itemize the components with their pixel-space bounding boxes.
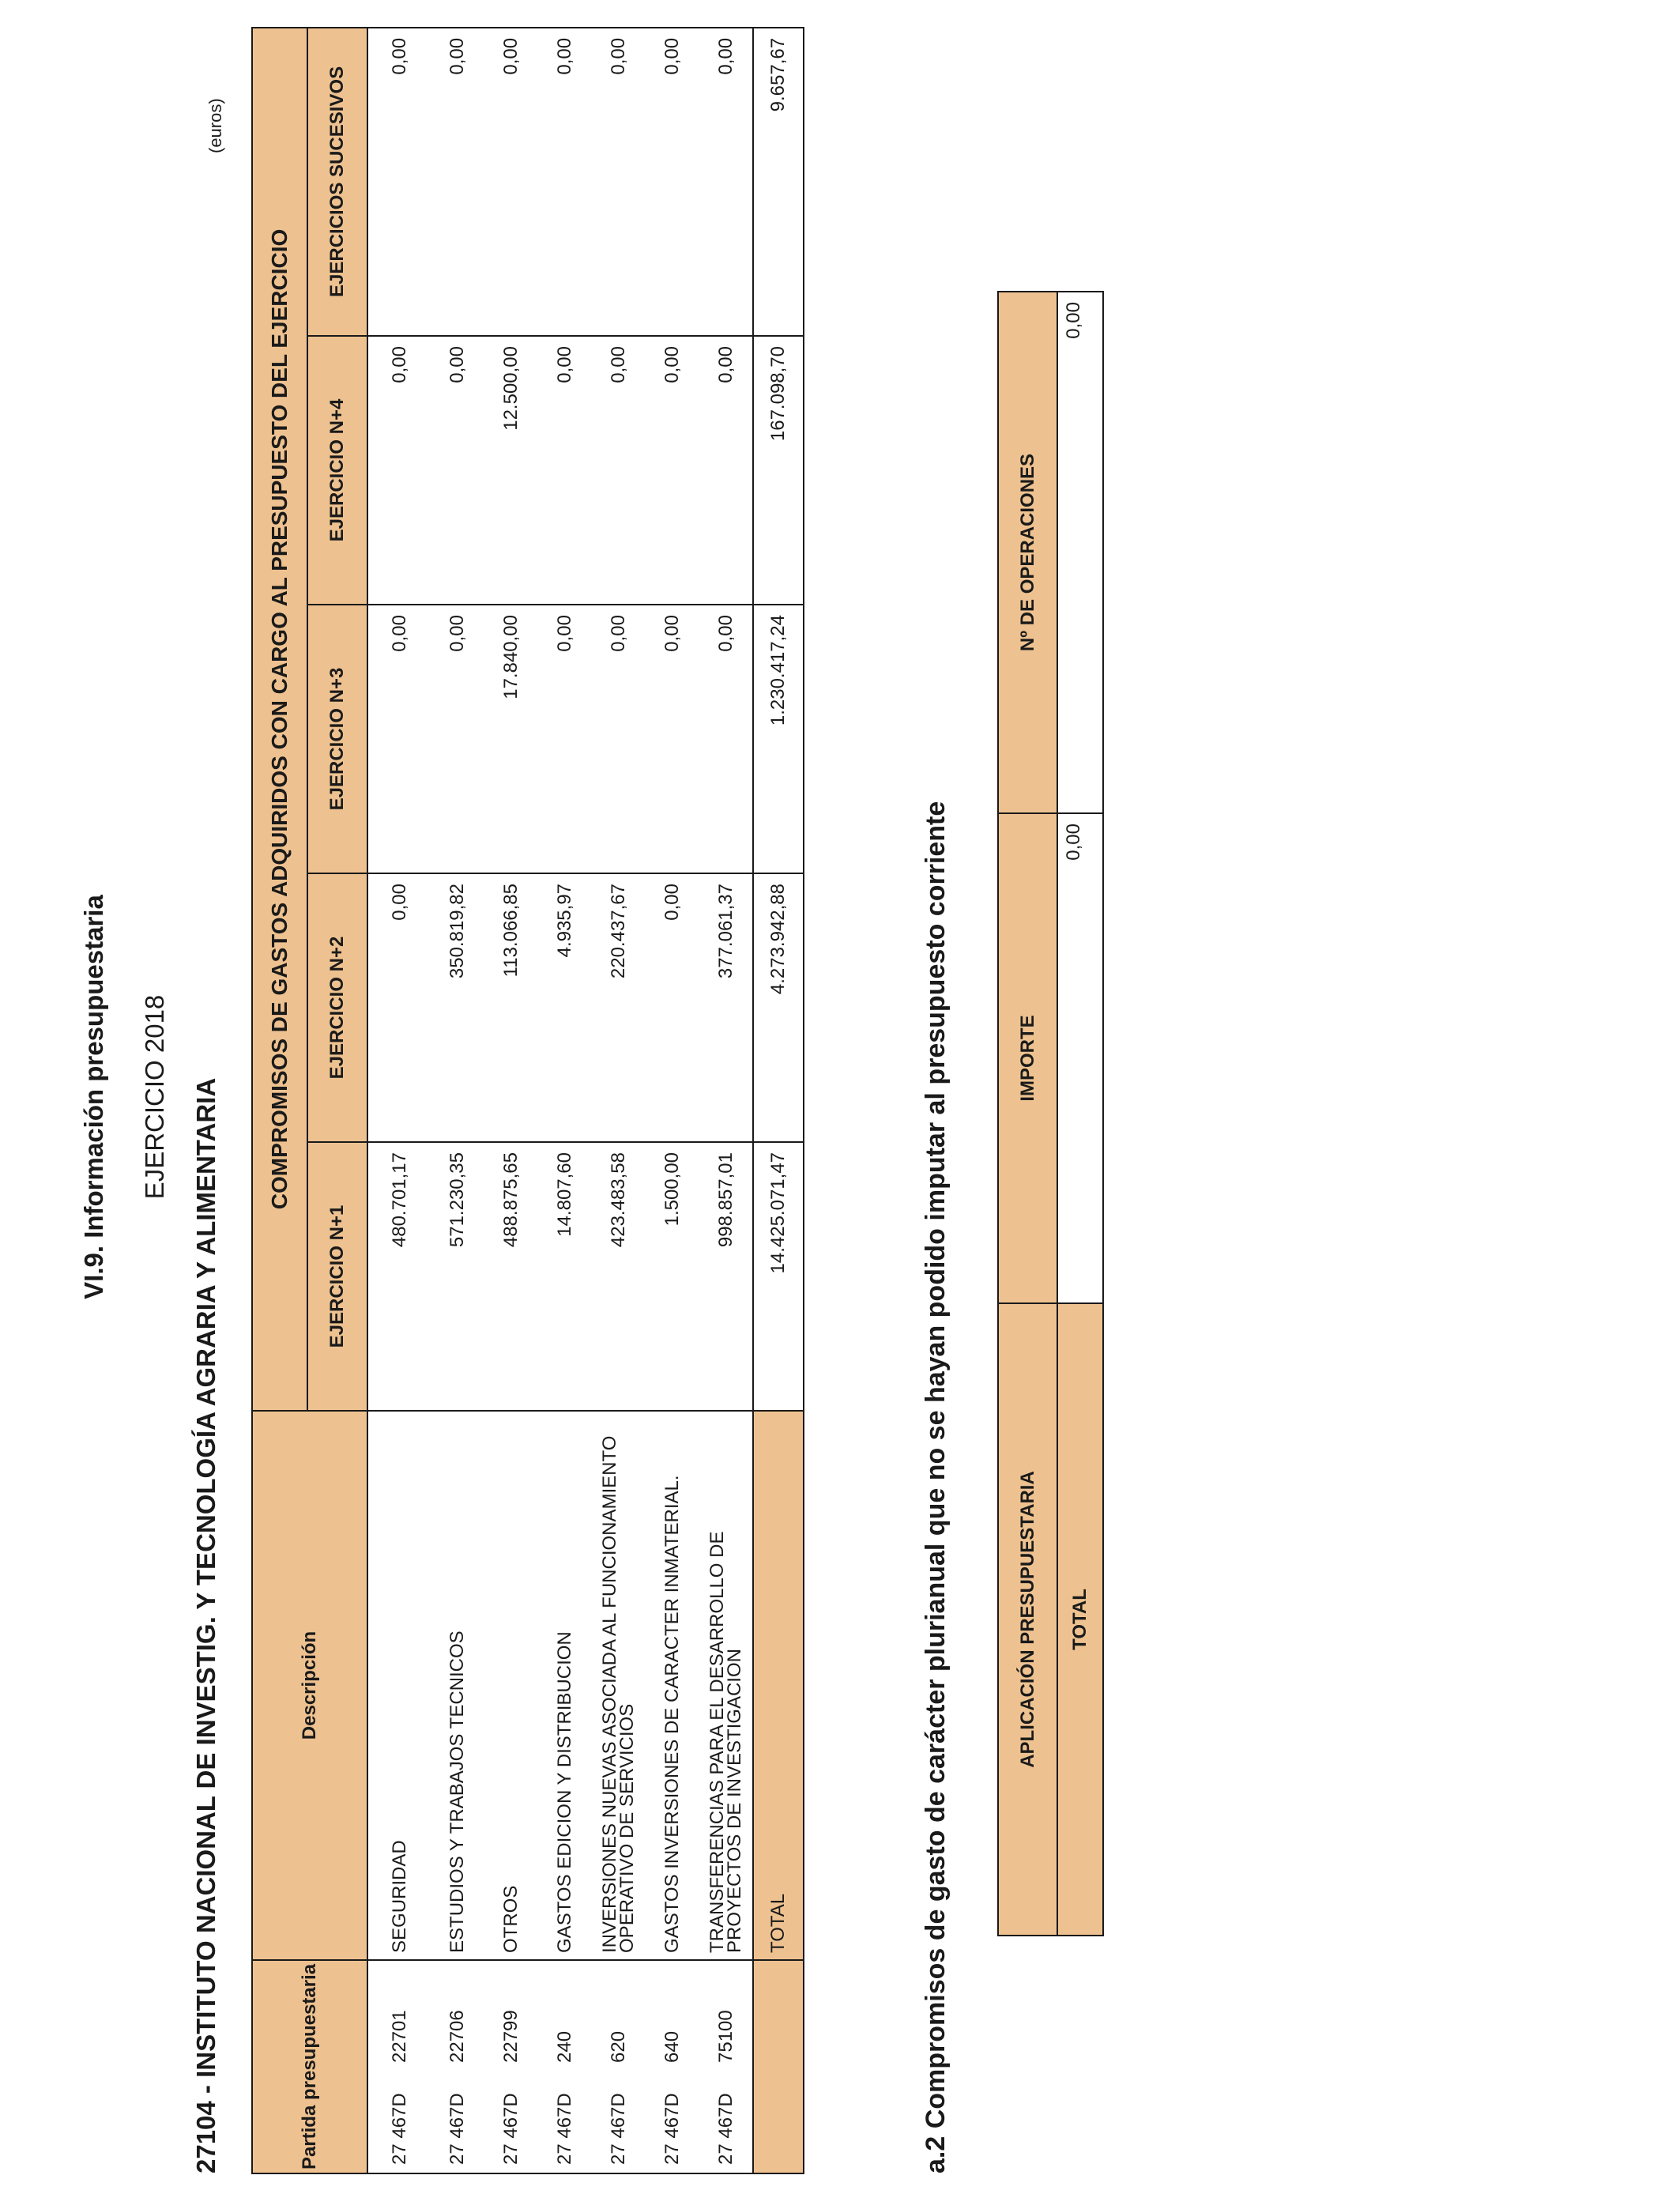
value-n3-cell: 17.840,00: [484, 605, 538, 873]
a2-total-operaciones: 0,00: [1057, 292, 1103, 813]
a2-total-label: TOTAL: [1057, 1303, 1103, 1936]
table-row: [484, 28, 538, 2173]
descripcion-cell: GASTOS INVERSIONES DE CARACTER INMATERIAL.: [646, 1411, 699, 1960]
total-spacer: [753, 1960, 804, 2173]
value-n3-cell: 0,00: [592, 605, 646, 873]
value-n4-cell: 0,00: [367, 336, 431, 605]
concepto-cell: 22706: [431, 1960, 484, 2087]
value-sucesivos-cell: 0,00: [431, 28, 484, 336]
table-row: [538, 28, 592, 2173]
col-ejercicio-n2: EJERCICIO N+2: [307, 873, 367, 1142]
value-n4-cell: 0,00: [646, 336, 699, 605]
programa-cell: 27 467D: [484, 2087, 538, 2173]
value-n4-cell: 0,00: [538, 336, 592, 605]
table-row: [699, 28, 753, 2173]
concepto-cell: 22701: [367, 1960, 431, 2087]
descripcion-cell: INVERSIONES NUEVAS ASOCIADA AL FUNCIONAMIENTO OPERATIVO DE SERVICIOS: [592, 1411, 646, 1960]
total-n4: 167.098,70: [753, 336, 804, 605]
partida-header: Partida presupuestaria: [252, 1960, 367, 2173]
compromisos-group-header: COMPROMISOS DE GASTOS ADQUIRIDOS CON CARGO AL PRESUPUESTO DEL EJERCICIO: [252, 28, 307, 1411]
total-sucesivos: 9.657,67: [753, 28, 804, 336]
total-n1: 14.425.071,47: [753, 1142, 804, 1411]
a2-total-importe: 0,00: [1057, 813, 1103, 1303]
concepto-cell: 75100: [699, 1960, 753, 2087]
value-n1-cell: 998.857,01: [699, 1142, 753, 1411]
a2-total-row: [1057, 292, 1103, 1936]
value-n2-cell: 0,00: [367, 873, 431, 1142]
table-row: [592, 28, 646, 2173]
value-n2-cell: 220.437,67: [592, 873, 646, 1142]
value-n2-cell: 350.819,82: [431, 873, 484, 1142]
value-n3-cell: 0,00: [367, 605, 431, 873]
value-n2-cell: 113.066,85: [484, 873, 538, 1142]
descripcion-cell: ESTUDIOS Y TRABAJOS TECNICOS: [431, 1411, 484, 1960]
value-n4-cell: 0,00: [592, 336, 646, 605]
descripcion-cell: OTROS: [484, 1411, 538, 1960]
descripcion-cell: SEGURIDAD: [367, 1411, 431, 1960]
aplicacion-header: APLICACIÓN PRESUPUESTARIA: [998, 1303, 1057, 1936]
programa-cell: 27 467D: [699, 2087, 753, 2173]
entity-title: 27104 - INSTITUTO NACIONAL DE INVESTIG. Y TECNOLOGÍA AGRARIA Y ALIMENTARIA: [191, 1077, 220, 2173]
value-n4-cell: 12.500,00: [484, 336, 538, 605]
value-sucesivos-cell: 0,00: [699, 28, 753, 336]
value-n2-cell: 4.935,97: [538, 873, 592, 1142]
a2-table: [997, 291, 1104, 1936]
commitments-table: [251, 27, 804, 2174]
value-sucesivos-cell: 0,00: [592, 28, 646, 336]
col-ejercicio-n1: EJERCICIO N+1: [307, 1142, 367, 1411]
value-n1-cell: 1.500,00: [646, 1142, 699, 1411]
units-label: (euros): [205, 98, 225, 153]
programa-cell: 27 467D: [538, 2087, 592, 2173]
value-sucesivos-cell: 0,00: [367, 28, 431, 336]
value-n2-cell: 0,00: [646, 873, 699, 1142]
value-n3-cell: 0,00: [699, 605, 753, 873]
value-n3-cell: 0,00: [431, 605, 484, 873]
table-row: [646, 28, 699, 2173]
table-row: [431, 28, 484, 2173]
value-sucesivos-cell: 0,00: [484, 28, 538, 336]
value-n4-cell: 0,00: [431, 336, 484, 605]
descripcion-header: Descripción: [252, 1411, 367, 1960]
concepto-cell: 240: [538, 1960, 592, 2087]
value-n1-cell: 488.875,65: [484, 1142, 538, 1411]
importe-header: IMPORTE: [998, 813, 1057, 1303]
col-ejercicios-sucesivos: EJERCICIOS SUCESIVOS: [307, 28, 367, 336]
table-row: [367, 28, 431, 2173]
value-n1-cell: 423.483,58: [592, 1142, 646, 1411]
concepto-cell: 640: [646, 1960, 699, 2087]
col-ejercicio-n3: EJERCICIO N+3: [307, 605, 367, 873]
section-a2-title: a.2 Compromisos de gasto de carácter plurianual que no se hayan podido imputar al presupuesto corriente: [921, 801, 951, 2173]
exercise-title: EJERCICIO 2018: [140, 994, 169, 1200]
descripcion-cell: GASTOS EDICION Y DISTRIBUCION: [538, 1411, 592, 1960]
descripcion-cell: TRANSFERENCIAS PARA EL DESARROLLO DE PROYECTOS DE INVESTIGACION: [699, 1411, 753, 1960]
programa-cell: 27 467D: [592, 2087, 646, 2173]
concepto-cell: 620: [592, 1960, 646, 2087]
programa-cell: 27 467D: [646, 2087, 699, 2173]
value-n3-cell: 0,00: [646, 605, 699, 873]
operaciones-header: Nº DE OPERACIONES: [998, 292, 1057, 813]
value-n1-cell: 571.230,35: [431, 1142, 484, 1411]
value-n1-cell: 14.807,60: [538, 1142, 592, 1411]
col-ejercicio-n4: EJERCICIO N+4: [307, 336, 367, 605]
value-n3-cell: 0,00: [538, 605, 592, 873]
value-n1-cell: 480.701,17: [367, 1142, 431, 1411]
value-n4-cell: 0,00: [699, 336, 753, 605]
programa-cell: 27 467D: [431, 2087, 484, 2173]
value-sucesivos-cell: 0,00: [538, 28, 592, 336]
total-n2: 4.273.942,88: [753, 873, 804, 1142]
total-row: [753, 28, 804, 2173]
total-label: TOTAL: [753, 1411, 804, 1960]
concepto-cell: 22799: [484, 1960, 538, 2087]
total-n3: 1.230.417,24: [753, 605, 804, 873]
section-title: VI.9. Información presupuestaria: [79, 895, 108, 1299]
value-sucesivos-cell: 0,00: [646, 28, 699, 336]
programa-cell: 27 467D: [367, 2087, 431, 2173]
value-n2-cell: 377.061,37: [699, 873, 753, 1142]
